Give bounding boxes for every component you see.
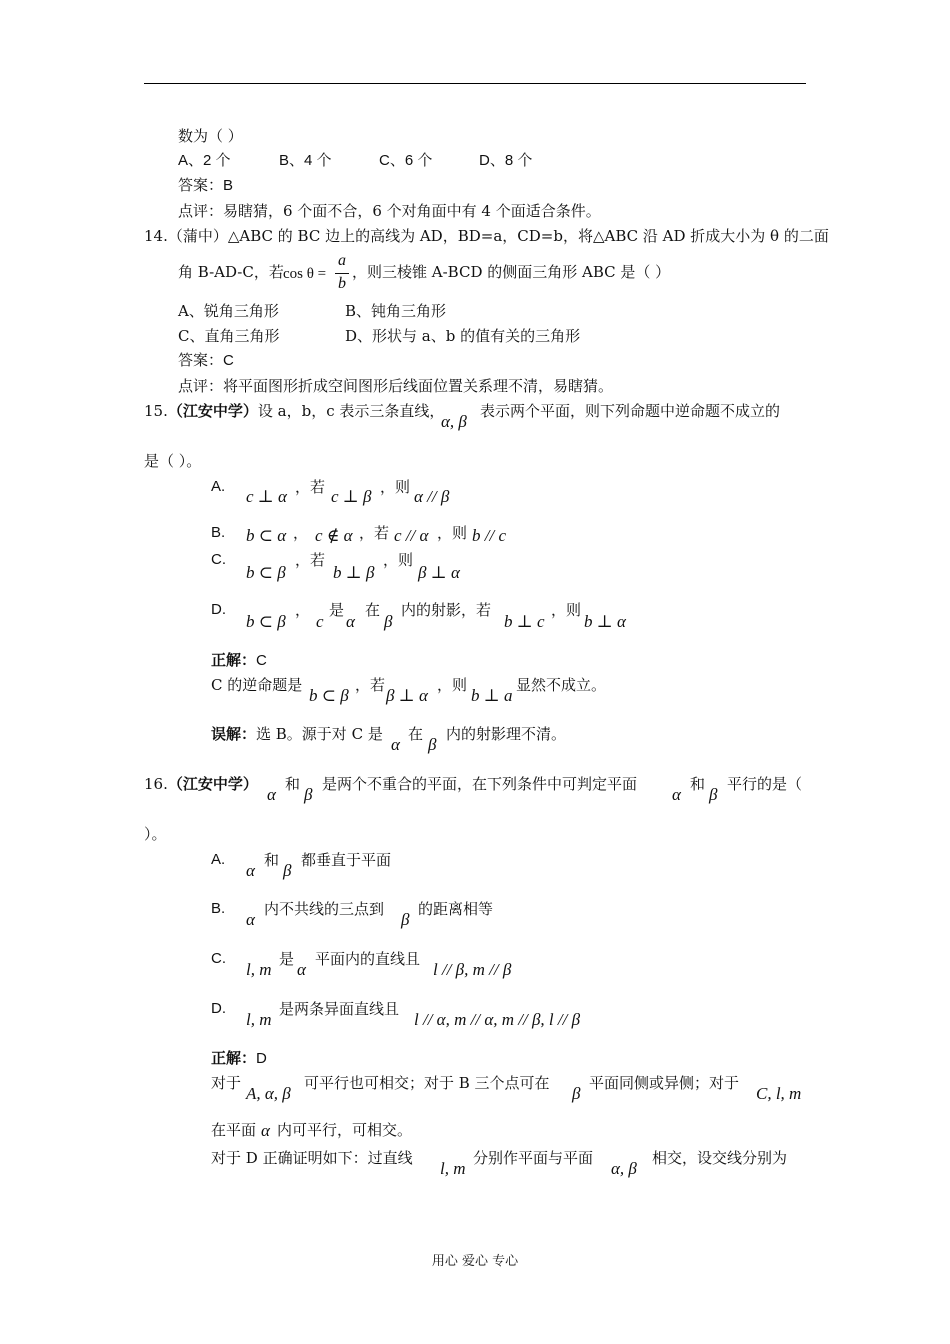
q15-b-text1: ，	[293, 524, 309, 542]
q15-b-math4: b // c	[472, 526, 506, 545]
q16-solution	[211, 1048, 267, 1069]
q16-expl3-pre: 对于 D 正确证明如下：过直线	[211, 1149, 413, 1167]
q13-option-d: D、8 个	[479, 152, 533, 169]
q16-c-math2: α	[297, 960, 306, 979]
q15-stem-pre: 设 a，b，c 表示三条直线，	[257, 402, 445, 420]
q15-expl-math1: b ⊂ β	[309, 686, 349, 705]
q15-c-text1: ，若	[295, 551, 326, 569]
q14-comment: 点评：将平面图形折成空间图形后线面位置关系理不清，易瞎猜。	[178, 377, 614, 395]
q14-option-d: D、形状与 a、b 的值有关的三角形	[345, 327, 581, 345]
q15-number: 15.	[144, 402, 168, 420]
q15-source: （江安中学）	[167, 402, 258, 420]
q15-c-math3: β ⊥ α	[418, 563, 460, 582]
q16-c-math3: l // β, m // β	[433, 960, 512, 979]
q15-solution	[211, 650, 267, 671]
q14-cos-expression: cos θ =	[283, 266, 327, 282]
q15-d-math2: c	[316, 612, 324, 631]
q16-text2: 是两个不重合的平面，在下列条件中可判定平面	[322, 775, 638, 793]
q14-fraction-bar	[335, 273, 349, 274]
q16-expl1-math3: C, l, m	[756, 1084, 802, 1103]
q14-stem-line2-pre: 角 B-AD-C，若	[178, 263, 284, 281]
q15-error-text1: 在	[408, 725, 424, 743]
q16-stem-line2: ）。	[144, 825, 167, 843]
q15-a-text2: ，则	[380, 478, 411, 496]
q15-error-pre: 选 B。源于对 C 是	[256, 725, 383, 743]
q16-c-label: C.	[211, 950, 226, 967]
q15-expl-text2: ，则	[437, 676, 468, 694]
q16-c-math1: l, m	[246, 960, 272, 979]
q16-a-math2: β	[283, 861, 292, 880]
q15-b-text3: ，则	[437, 524, 468, 542]
q15-error-math1: α	[391, 735, 400, 754]
q15-d-text2: 是	[329, 601, 345, 619]
q16-expl1-math1: A, α, β	[246, 1084, 291, 1103]
q15-error-text2: 内的射影理不清。	[446, 725, 567, 743]
q15-b-math2: c ∉ α	[315, 526, 353, 545]
q15-a-text1: ，若	[295, 478, 326, 496]
q15-d-text1: ，	[295, 601, 311, 619]
header-rule	[144, 83, 806, 84]
q14-stem-line1: 14.（蒲中）△ABC 的 BC 边上的高线为 AD，BD=a，CD=b，将△ABC 沿 AD 折成大小为 θ 的二面	[144, 227, 829, 245]
q16-math3: α	[672, 785, 681, 804]
q16-solution-label: 正解：	[211, 1049, 257, 1067]
q16-solution-value: D	[256, 1050, 267, 1067]
q16-b-text1: 内不共线的三点到	[264, 900, 385, 918]
q15-stem-post: 表示两个平面，则下列命题中逆命题不成立的	[480, 402, 781, 420]
q16-expl3-math2: α, β	[611, 1159, 637, 1178]
q13-option-c: C、6 个	[379, 152, 433, 169]
page-footer: 用心 爱心 专心	[431, 1254, 519, 1269]
q15-c-label: C.	[211, 551, 226, 568]
q14-answer: 答案：C	[178, 352, 234, 369]
q16-c-text1: 是	[279, 950, 295, 968]
q15-alpha-beta: α, β	[441, 412, 467, 431]
q15-expl-math3: b ⊥ a	[471, 686, 513, 705]
q15-expl-text1: ，若	[355, 676, 386, 694]
q15-error-line	[211, 724, 383, 744]
q16-b-text2: 的距离相等	[418, 900, 494, 918]
q15-d-text4: 内的射影，若	[401, 601, 492, 619]
q16-number: 16.	[144, 775, 168, 793]
q15-expl-text3: 显然不成立。	[516, 676, 607, 694]
q15-b-math1: b ⊂ α	[246, 526, 287, 545]
q15-d-math4: β	[384, 612, 393, 631]
q15-stem	[144, 401, 444, 421]
q15-d-text3: 在	[365, 601, 381, 619]
q15-b-text2: ，若	[359, 524, 390, 542]
q16-expl3-text1: 分别作平面与平面	[473, 1149, 594, 1167]
q16-expl3-text2: 相交，设交线分别为	[652, 1149, 788, 1167]
q15-stem-line2: 是（ ）。	[144, 452, 202, 470]
q15-d-math5: b ⊥ c	[504, 612, 545, 631]
q16-source: （江安中学）	[167, 775, 258, 793]
q14-fraction-numerator: a	[338, 252, 346, 269]
q16-b-math1: α	[246, 910, 255, 929]
q14-option-c: C、直角三角形	[178, 327, 280, 345]
q13-stem-tail: 数为（ ）	[178, 127, 243, 145]
q15-error-math2: β	[428, 735, 437, 754]
q16-text3: 和	[690, 775, 706, 793]
q15-a-label: A.	[211, 478, 226, 495]
q16-math4: β	[709, 785, 718, 804]
q16-expl1-text1: 可平行也可相交；对于 B 三个点可在	[304, 1074, 550, 1092]
q16-text4: 平行的是（	[727, 775, 803, 793]
q16-math2: β	[304, 785, 313, 804]
q15-a-math1: c ⊥ α	[246, 487, 287, 506]
q16-a-text1: 和	[264, 851, 280, 869]
q16-b-math2: β	[401, 910, 410, 929]
q16-a-label: A.	[211, 851, 226, 868]
q16-a-text2: 都垂直于平面	[301, 851, 392, 869]
q16-expl2-pre: 在平面	[211, 1121, 257, 1139]
q15-d-math1: b ⊂ β	[246, 612, 286, 631]
q15-c-math1: b ⊂ β	[246, 563, 286, 582]
q14-option-a: A、锐角三角形	[178, 302, 279, 320]
q16-expl2-math1: α	[261, 1121, 270, 1140]
q15-d-text5: ，则	[551, 601, 582, 619]
q15-c-math2: b ⊥ β	[333, 563, 375, 582]
q15-b-label: B.	[211, 524, 226, 541]
q16-b-label: B.	[211, 900, 226, 917]
q15-c-text2: ，则	[383, 551, 414, 569]
q16-stem-pre	[144, 774, 258, 794]
q16-expl1-pre: 对于	[211, 1074, 242, 1092]
q16-d-math1: l, m	[246, 1010, 272, 1029]
q16-a-math1: α	[246, 861, 255, 880]
q15-b-math3: c // α	[394, 526, 429, 545]
q13-comment: 点评：易瞎猜，6 个面不合，6 个对角面中有 4 个面适合条件。	[178, 202, 601, 220]
q13-answer: 答案：B	[178, 177, 234, 194]
q16-d-text1: 是两条异面直线且	[279, 1000, 400, 1018]
q14-fraction-denominator: b	[338, 275, 346, 292]
q16-d-math2: l // α, m // α, m // β, l // β	[414, 1010, 581, 1029]
q15-a-math2: c ⊥ β	[331, 487, 372, 506]
q16-expl3-math1: l, m	[440, 1159, 466, 1178]
q15-a-math3: α // β	[414, 487, 450, 506]
q16-expl2-text1: 内可平行，可相交。	[277, 1121, 413, 1139]
q14-stem-line2-post: ，则三棱锥 A-BCD 的侧面三角形 ABC 是（ ）	[352, 263, 671, 281]
q15-error-label: 误解：	[211, 725, 257, 743]
q15-solution-value: C	[256, 652, 267, 669]
q16-math1: α	[267, 785, 276, 804]
q16-text1: 和	[285, 775, 301, 793]
q16-d-label: D.	[211, 1000, 226, 1017]
q16-expl1-math2: β	[572, 1084, 581, 1103]
q15-d-label: D.	[211, 601, 226, 618]
q13-option-b: B、4 个	[279, 152, 332, 169]
q14-option-b: B、钝角三角形	[345, 302, 447, 320]
q13-option-a: A、2 个	[178, 152, 231, 169]
q15-expl-pre: C 的逆命题是	[211, 676, 303, 694]
q15-expl-math2: β ⊥ α	[386, 686, 428, 705]
q16-expl1-text2: 平面同侧或异侧；对于	[589, 1074, 740, 1092]
q15-d-math6: b ⊥ α	[584, 612, 626, 631]
q16-c-text2: 平面内的直线且	[315, 950, 421, 968]
q15-solution-label: 正解：	[211, 651, 257, 669]
q15-d-math3: α	[346, 612, 355, 631]
